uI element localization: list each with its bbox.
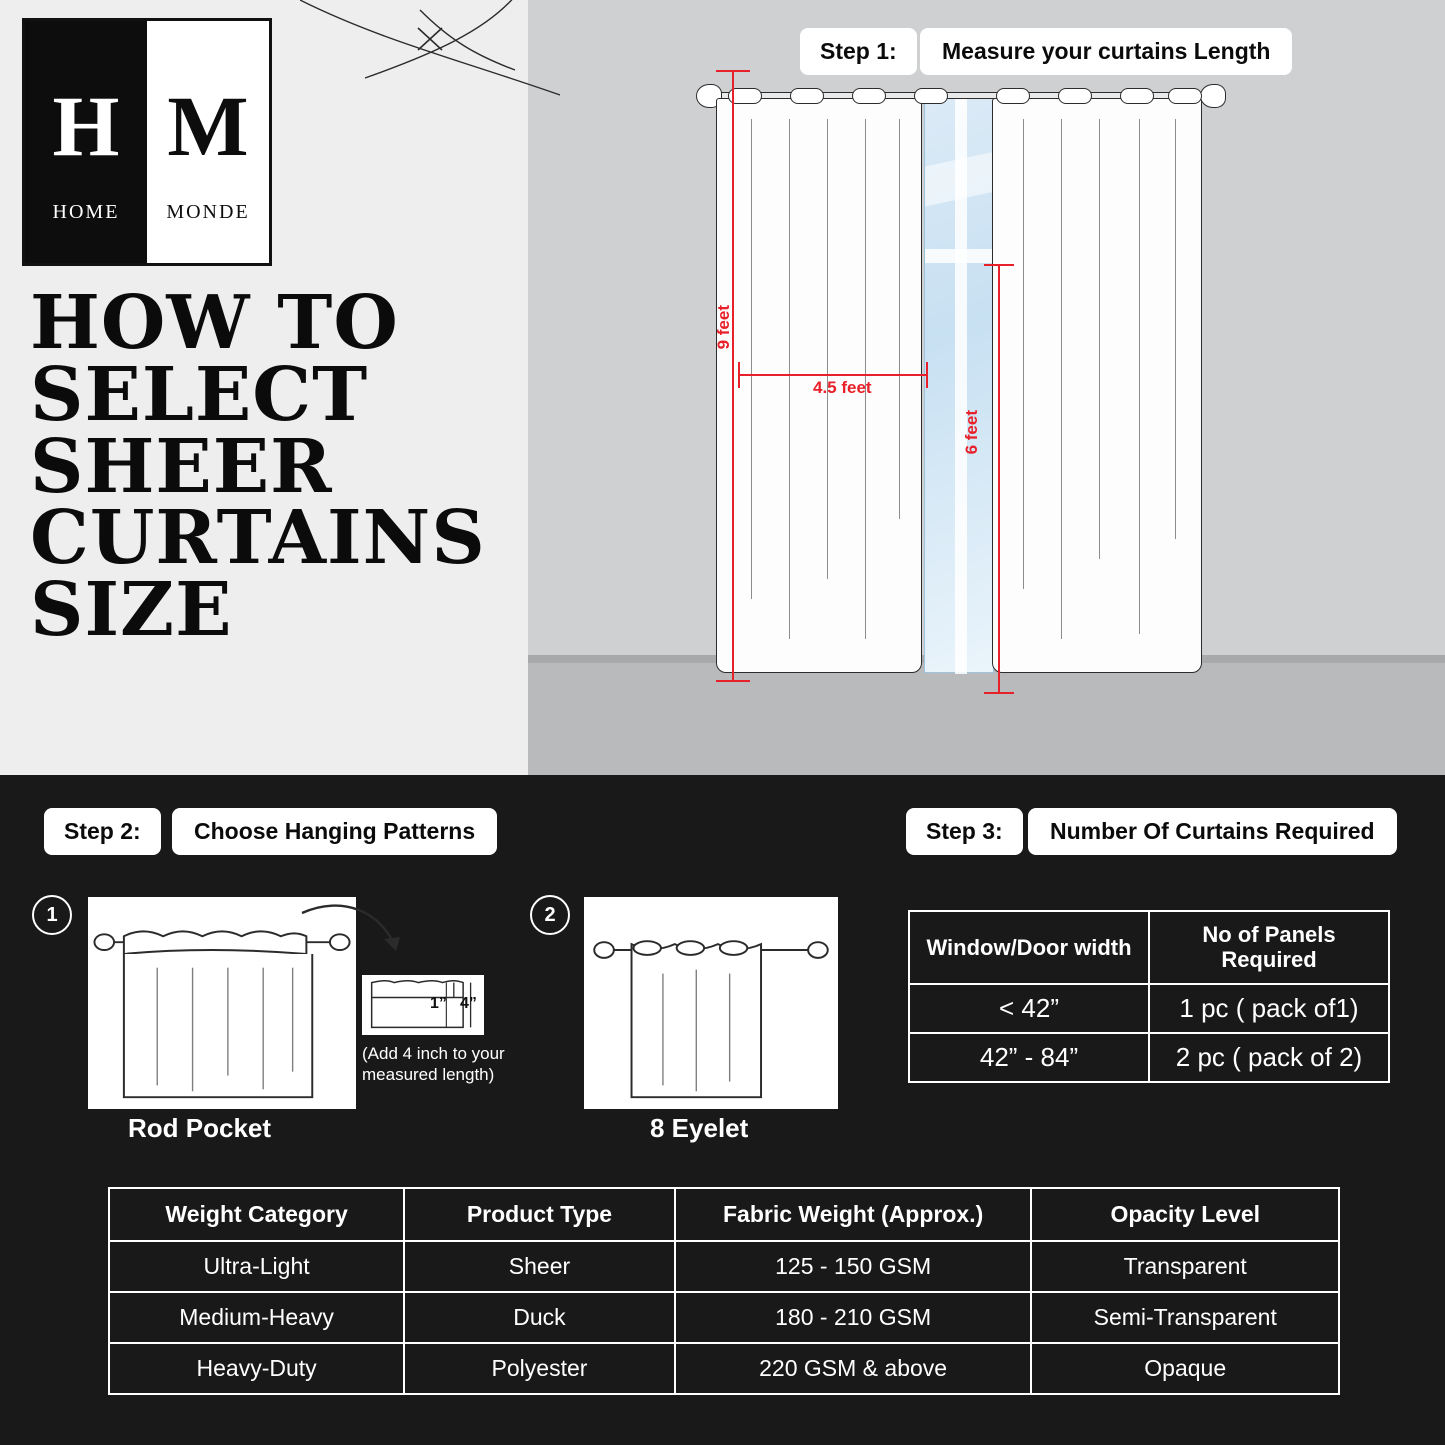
step1-title: Measure your curtains Length — [920, 28, 1292, 75]
rod-pocket-callout-small: 1” — [430, 995, 447, 1012]
col-fabric-weight: Fabric Weight (Approx.) — [675, 1188, 1032, 1241]
cell-category-2: Medium-Heavy — [109, 1292, 404, 1343]
step2-title: Choose Hanging Patterns — [172, 808, 497, 855]
logo — [22, 18, 272, 266]
table-row — [909, 1033, 1389, 1082]
cell-opacity-2: Semi-Transparent — [1031, 1292, 1339, 1343]
option-2-index: 2 — [530, 895, 570, 935]
cell-opacity-1: Transparent — [1031, 1241, 1339, 1292]
table-header-row — [109, 1188, 1339, 1241]
cell-category-3: Heavy-Duty — [109, 1343, 404, 1394]
cell-panels-1: 1 pc ( pack of1) — [1149, 984, 1389, 1033]
window — [924, 98, 994, 673]
cell-product-3: Polyester — [404, 1343, 675, 1394]
table-row — [109, 1241, 1339, 1292]
rod-pocket-callout-large: 4” — [460, 995, 477, 1012]
table-row — [909, 984, 1389, 1033]
cell-category-1: Ultra-Light — [109, 1241, 404, 1292]
col-opacity-level: Opacity Level — [1031, 1188, 1339, 1241]
cell-opacity-3: Opaque — [1031, 1343, 1339, 1394]
step3-title: Number Of Curtains Required — [1028, 808, 1397, 855]
dim-width-label: 4.5 feet — [813, 378, 872, 397]
rod-pocket-note: (Add 4 inch to your measured length) — [362, 1044, 505, 1085]
cell-product-2: Duck — [404, 1292, 675, 1343]
dim-height-label: 9 feet — [714, 305, 733, 350]
dim-width-line — [738, 374, 928, 376]
panels-required-table — [908, 910, 1390, 1083]
grommet — [852, 88, 886, 104]
grommet — [996, 88, 1030, 104]
grommet — [790, 88, 824, 104]
logo-word-home: HOME — [52, 201, 120, 224]
cell-width-1: < 42” — [909, 984, 1149, 1033]
rod-pocket-callout-arrow — [296, 895, 416, 985]
col-window-width: Window/Door width — [909, 911, 1149, 984]
cell-panels-2: 2 pc ( pack of 2) — [1149, 1033, 1389, 1082]
cell-product-1: Sheer — [404, 1241, 675, 1292]
dim-window-line — [998, 264, 1000, 694]
dim-window-cap-top — [984, 264, 1014, 266]
grommet — [1058, 88, 1092, 104]
dim-height-line — [732, 70, 734, 680]
floor — [528, 655, 1445, 775]
dim-window-label: 6 feet — [962, 410, 981, 455]
eyelet-illustration — [584, 897, 838, 1109]
step3-number: Step 3: — [906, 808, 1023, 855]
grommet — [1120, 88, 1154, 104]
dim-width-cap-left — [738, 362, 740, 388]
logo-letter-h: H — [52, 77, 120, 174]
curtain-right — [992, 98, 1202, 673]
eyelet-label: 8 Eyelet — [650, 1113, 749, 1143]
dim-width-cap-right — [926, 362, 928, 388]
step1-number: Step 1: — [800, 28, 917, 75]
dim-height-cap-top — [716, 70, 750, 72]
cell-gsm-2: 180 - 210 GSM — [675, 1292, 1032, 1343]
rod-pocket-detail — [362, 975, 484, 1035]
cell-width-2: 42” - 84” — [909, 1033, 1149, 1082]
fabric-weight-table — [108, 1187, 1340, 1395]
decorative-lines — [300, 0, 560, 110]
rod-finial-right — [1200, 84, 1226, 108]
option-1-index: 1 — [32, 895, 72, 935]
logo-left-half — [25, 21, 147, 263]
table-header-row — [909, 911, 1389, 984]
grommet — [1168, 88, 1202, 104]
step2-number: Step 2: — [44, 808, 161, 855]
curtain-illustration — [528, 0, 1445, 775]
window-glare — [925, 152, 995, 207]
cell-gsm-1: 125 - 150 GSM — [675, 1241, 1032, 1292]
col-weight-category: Weight Category — [109, 1188, 404, 1241]
logo-letter-m: M — [167, 77, 249, 174]
page-title: HOW TO SELECT SHEER CURTAINS SIZE — [30, 280, 486, 654]
rod-pocket-label: Rod Pocket — [128, 1113, 272, 1143]
col-product-type: Product Type — [404, 1188, 675, 1241]
table-row — [109, 1343, 1339, 1394]
logo-right-half — [147, 21, 269, 263]
dim-height-cap-bottom — [716, 680, 750, 682]
dim-window-cap-bottom — [984, 692, 1014, 694]
cell-gsm-3: 220 GSM & above — [675, 1343, 1032, 1394]
grommet — [914, 88, 948, 104]
table-row — [109, 1292, 1339, 1343]
col-panels-required: No of Panels Required — [1149, 911, 1389, 984]
bottom-section — [0, 775, 1445, 1445]
logo-word-monde: MONDE — [166, 201, 250, 224]
